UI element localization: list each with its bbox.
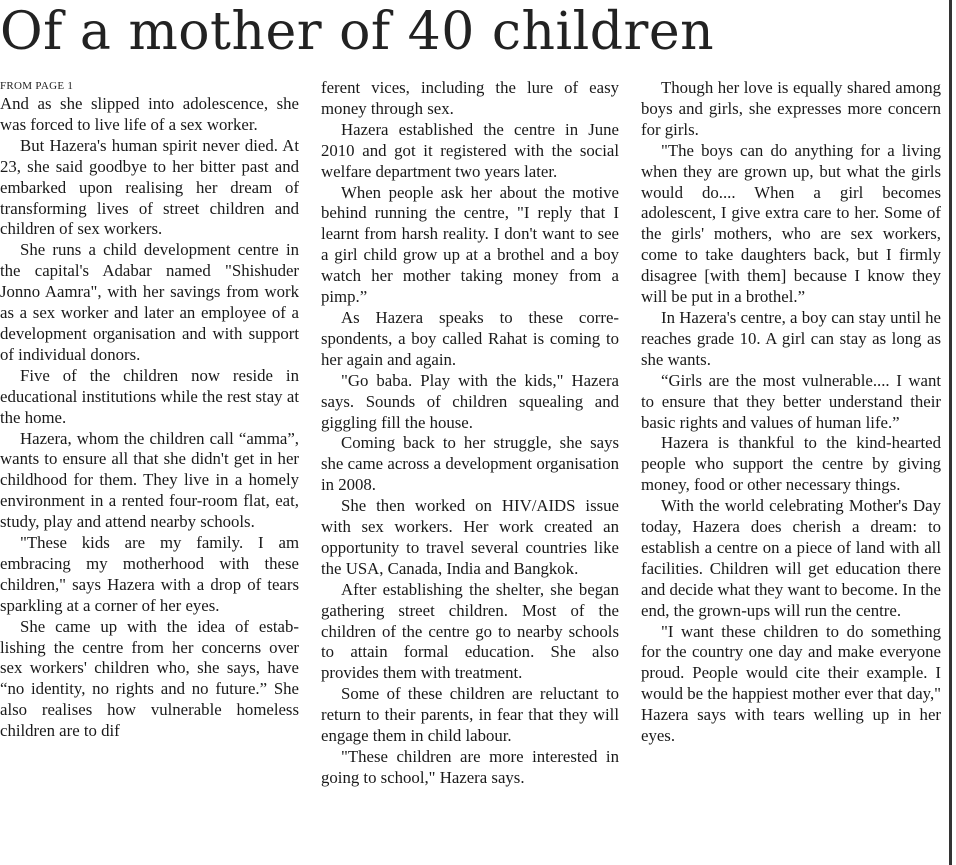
paragraph: Hazera established the centre in June 2010 and got it registered with the social welfare department two years later. [321,119,619,181]
paragraph: Hazera, whom the children call “amma”, wants to ensure all that she didn't get in her childhood for them. They live in a homely environment in a rented four-room flat, eat, study, play and attend nearby schools. [0,428,299,532]
paragraph: Hazera is thankful to the kind-hearted people who support the centre by giving money, food or other necessary things. [641,433,941,495]
paragraph: In Hazera's centre, a boy can stay until he reaches grade 10. A girl can stay as long as she wants. [641,307,941,369]
paragraph-continuation: ferent vices, including the lure of easy money through sex. [321,78,619,118]
paragraph: "These kids are my family. I am embracing my motherhood with these children," says Hazera with a drop of tears sparkling at a corner of her eyes. [0,533,299,615]
paragraph: Five of the children now reside in educational institutions while the rest stay at the home. [0,365,299,427]
paragraph: "I want these children to do something for the country one day and make everyone proud. People would cite their example. I would be the happiest mother ever that day," Hazera says with tears welling up in her eyes. [641,621,941,746]
paragraph: She came up with the idea of establishing the centre from her concerns over sex workers' children who, she says, have “no identity, no rights and no future.” She also realises how vulnerable homeless children are to dif [0,616,299,741]
article-column-1 [0,78,299,742]
right-border-rule [949,0,952,865]
paragraph: As Hazera speaks to these correspondents, a boy called Rahat is coming to her again and again. [321,307,619,369]
paragraph: When people ask her about the motive behind running the centre, "I reply that I learnt from harsh reality. I don't want to see a girl child grow up at a brothel and a boy watch her mother taking money from a pimp.” [321,182,619,307]
paragraph: She then worked on HIV/AIDS issue with sex workers. Her work created an opportunity to travel several countries like the USA, Canada, India and Bangkok. [321,496,619,578]
paragraph: "Go baba. Play with the kids," Hazera says. Sounds of children squealing and giggling fill the house. [321,370,619,432]
headline: Of a mother of 40 children [0,2,715,62]
paragraph: And as she slipped into adolescence, she was forced to live life of a sex worker. [0,94,299,134]
article-column-2 [321,78,619,789]
paragraph: “Girls are the most vulnerable.... I want to ensure that they better understand their basic rights and values of human life.” [641,370,941,432]
paragraph: But Hazera's human spirit never died. At 23, she said goodbye to her bitter past and embarked upon realising her dream of transforming lives of street children and children of sex workers. [0,135,299,239]
paragraph: She runs a child development centre in the capital's Adabar named "Shishuder Jonno Aamra", with her savings from work as a sex worker and later an employee of a development organisation and with support of individual donors. [0,240,299,364]
paragraph: Coming back to her struggle, she says she came across a development organisation in 2008. [321,433,619,495]
paragraph: With the world celebrating Mother's Day today, Hazera does cherish a dream: to establish a centre on a piece of land with all facilities. Children will get education there and decide what they want to become. In the end, the grown-ups will run the centre. [641,496,941,620]
paragraph: After establishing the shelter, she began gathering street children. Most of the children of the centre go to nearby schools to attain formal education. She also provides them with treatment. [321,579,619,683]
article-column-3 [641,78,941,747]
kicker-from-page-1: FROM PAGE 1 [0,80,74,92]
paragraph: "The boys can do anything for a living when they are grown up, but what the girls would do.... When a girl becomes adolescent, I give extra care to her. Some of the girls' mothers, who are sex workers, come to take daughters back, but I firmly disagree [with them] because I know they will be put in a brothel.” [641,140,941,307]
paragraph: Some of these children are reluctant to return to their parents, in fear that they will engage them in child labour. [321,684,619,746]
paragraph: "These children are more interested in going to school," Hazera says. [321,747,619,787]
paragraph: Though her love is equally shared among boys and girls, she expresses more concern for girls. [641,78,941,139]
